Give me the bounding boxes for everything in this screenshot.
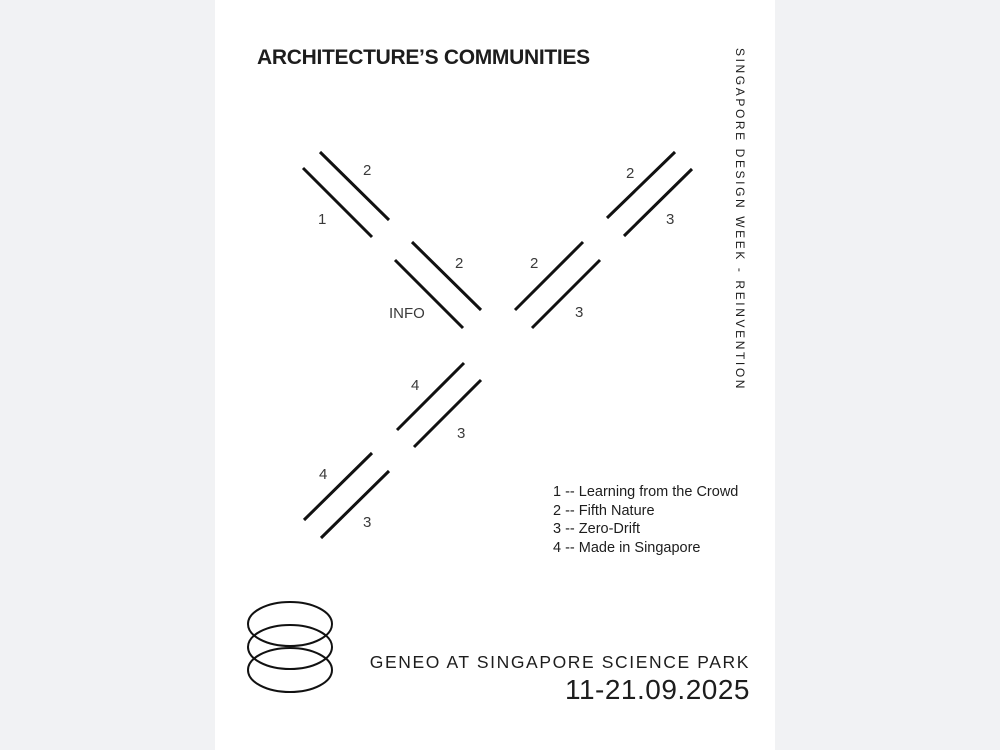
legend-item: 3 -- Zero-Drift	[553, 521, 640, 537]
poster	[215, 0, 775, 750]
legend-item: 2 -- Fifth Nature	[553, 502, 655, 519]
venue-text: GENEO AT SINGAPORE SCIENCE PARK	[369, 652, 750, 672]
diagram-line	[397, 363, 464, 430]
diagram-label: 2	[626, 165, 635, 182]
legend-item: 4 -- Made in Singapore	[553, 539, 701, 556]
stacked-rings-icon	[243, 598, 339, 704]
diagram-line	[607, 152, 675, 218]
diagram-label: 3	[363, 514, 372, 531]
diagram-label: 4	[411, 377, 420, 394]
diagram-line	[321, 471, 389, 538]
diagram-label: 3	[666, 211, 675, 228]
diagram-label: 3	[575, 304, 584, 321]
diagram-line	[532, 260, 600, 328]
legend	[553, 483, 738, 557]
diagram-label: 2	[363, 162, 372, 179]
diagram-line	[412, 242, 481, 310]
diagram-line	[320, 152, 389, 220]
diagram-label: 1	[318, 211, 327, 228]
diagram-info-label: INFO	[389, 305, 425, 322]
event-dates: 11-21.09.2025	[564, 674, 750, 705]
diagram-line	[515, 242, 583, 310]
legend-item: 1 -- Learning from the Crowd	[553, 484, 739, 500]
diagram-line	[303, 168, 372, 237]
diagram-line	[414, 380, 481, 447]
diagram-label: 2	[455, 255, 464, 272]
side-event-text: SINGAPORE DESIGN WEEK - REINVENTION	[733, 48, 747, 392]
diagram-label: 4	[319, 466, 328, 483]
poster-title: ARCHITECTURE’S COMMUNITIES	[257, 46, 590, 69]
diagram-label: 2	[530, 255, 539, 272]
diagram-line	[304, 453, 372, 520]
diagram-label: 3	[457, 425, 466, 442]
